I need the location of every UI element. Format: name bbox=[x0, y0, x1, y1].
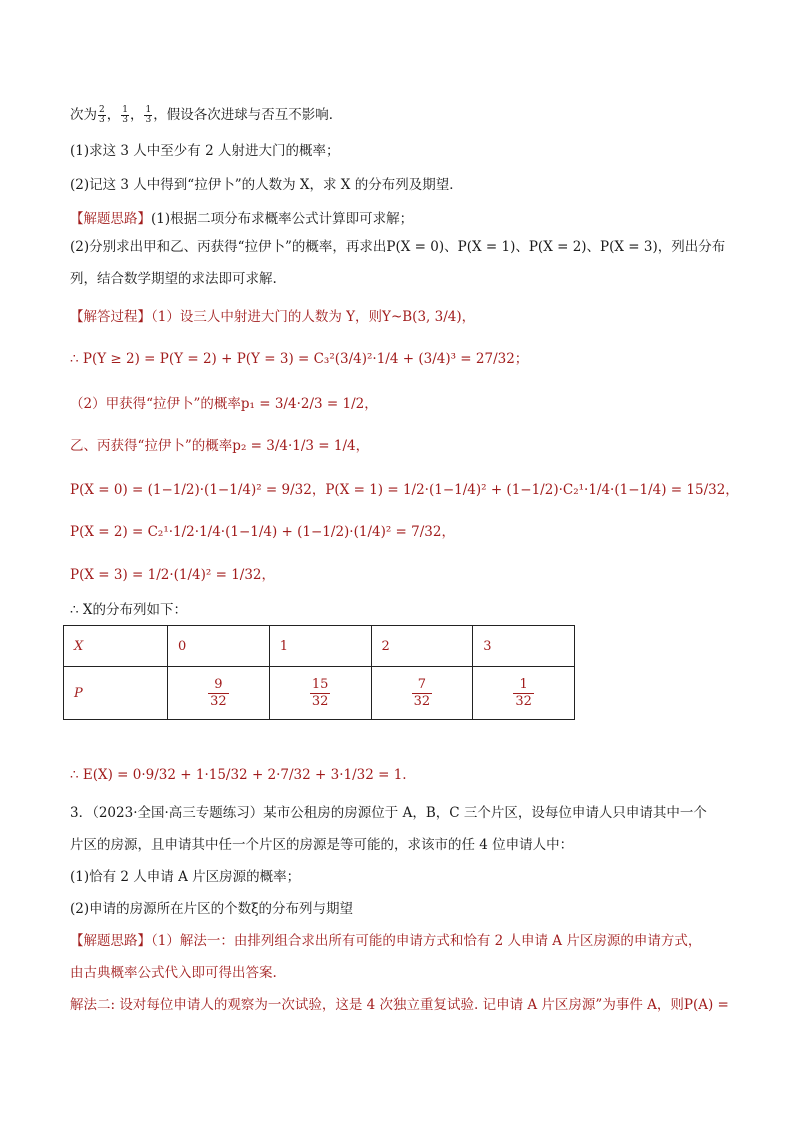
problem3-line-2: 片区的房源，且申请其中任一个片区的房源是等可能的，求该市的任 4 位申请人中： bbox=[70, 837, 574, 853]
distribution-table bbox=[63, 625, 575, 720]
intro-text-start: 次为 bbox=[70, 107, 97, 123]
question-1: (1)求这 3 人中至少有 2 人射进大门的概率； bbox=[70, 143, 340, 159]
solution-line-2: ∴ P(Y ≥ 2) = P(Y = 2) + P(Y = 3) = C₃²(3/4)²·1/4 + (3/4)³ = 27/32； bbox=[70, 351, 529, 367]
table-cell: 0 bbox=[168, 626, 270, 667]
fraction-2-3: $\frac{2}{3}$ bbox=[99, 105, 105, 125]
solution-line-3: （2）甲获得“拉伊卜”的概率p₁ = 3/4·2/3 = 1/2， bbox=[70, 396, 378, 412]
solution-line-6: P(X = 2) = C₂¹·1/2·1/4·(1−1/4) + (1−1/2)·(1/4)² = 7/32， bbox=[70, 524, 455, 540]
problem3-hint-line-1 bbox=[70, 931, 701, 951]
problem3-line-1: 3．（2023·全国·高三专题练习）某市公租房的房源位于 A，B，C 三个片区，设每位申请人只申请其中一个 bbox=[70, 805, 707, 821]
intro-text-end: ，假设各次进球与否互不影响． bbox=[153, 107, 343, 123]
table-cell: X bbox=[64, 626, 168, 667]
table-cell: 1 bbox=[269, 626, 371, 667]
problem3-question-1: (1)恰有 2 人申请 A 片区房源的概率； bbox=[70, 869, 301, 885]
hint-text-1: (1)根据二项分布求概率公式计算即可求解； bbox=[151, 211, 414, 227]
problem2-intro-line: 次为 $\frac{2}{3}$ ， $\frac{1}{3}$ ， $\frac{1}{3}$ ，假设各次进球与否互不影响． bbox=[70, 105, 343, 125]
fraction-1-3-b: $\frac{1}{3}$ bbox=[145, 105, 152, 125]
problem3-question-2: (2)申请的房源所在片区的个数ξ的分布列与期望 bbox=[70, 901, 354, 917]
table-cell: $\frac{9}{32}$ bbox=[168, 667, 270, 720]
table-cell: P bbox=[64, 667, 168, 720]
hint-line-2: (2)分别求出甲和乙、丙获得“拉伊卜”的概率，再求出P(X = 0)、P(X = 1)、P(X = 2)、P(X = 3)，列出分布 bbox=[70, 239, 726, 255]
solution-tag: 【解答过程】 bbox=[70, 309, 151, 325]
problem3-hint-line-3: 解法二: 设对每位申请人的观察为一次试验，这是 4 次独立重复试验. 记申请 A 片区房源”为事件 A，则P(A) = bbox=[70, 997, 729, 1013]
fraction-1-3: $\frac{1}{3}$ bbox=[122, 105, 128, 125]
table-cell: $\frac{7}{32}$ bbox=[371, 667, 473, 720]
table-cell: $\frac{1}{32}$ bbox=[473, 667, 575, 720]
table-row bbox=[64, 667, 575, 720]
hint-tag: 【解题思路】 bbox=[70, 211, 151, 227]
hint-line-1 bbox=[70, 209, 413, 229]
table-row bbox=[64, 626, 575, 667]
hint-text: （1）解法一：由排列组合求出所有可能的申请方式和恰有 2 人申请 A 片区房源的申请方式， bbox=[151, 933, 702, 949]
solution-text-1: （1）设三人中射进大门的人数为 Y，则Y~B(3, 3/4)， bbox=[151, 309, 476, 325]
distribution-caption: ∴ X的分布列如下： bbox=[70, 602, 187, 618]
hint-tag: 【解题思路】 bbox=[70, 933, 151, 949]
table-cell: $\frac{15}{32}$ bbox=[269, 667, 371, 720]
question-2: (2)记这 3 人中得到“拉伊卜”的人数为 X，求 X 的分布列及期望． bbox=[70, 177, 463, 193]
solution-line-7: P(X = 3) = 1/2·(1/4)² = 1/32， bbox=[70, 567, 276, 583]
solution-line-1 bbox=[70, 307, 475, 327]
solution-line-5: P(X = 0) = (1−1/2)·(1−1/4)² = 9/32，P(X = 1) = 1/2·(1−1/4)² + (1−1/2)·C₂¹·1/4·(1−1/4) = 15/32， bbox=[70, 482, 739, 498]
problem3-hint-line-2: 由古典概率公式代入即可得出答案. bbox=[70, 965, 277, 981]
table-cell: 3 bbox=[473, 626, 575, 667]
solution-line-4: 乙、丙获得“拉伊卜”的概率p₂ = 3/4·1/3 = 1/4， bbox=[70, 438, 370, 454]
expectation-line: ∴ E(X) = 0·9/32 + 1·15/32 + 2·7/32 + 3·1/32 = 1. bbox=[70, 767, 407, 783]
table-cell: 2 bbox=[371, 626, 473, 667]
hint-line-3: 列，结合数学期望的求法即可求解. bbox=[70, 271, 277, 287]
